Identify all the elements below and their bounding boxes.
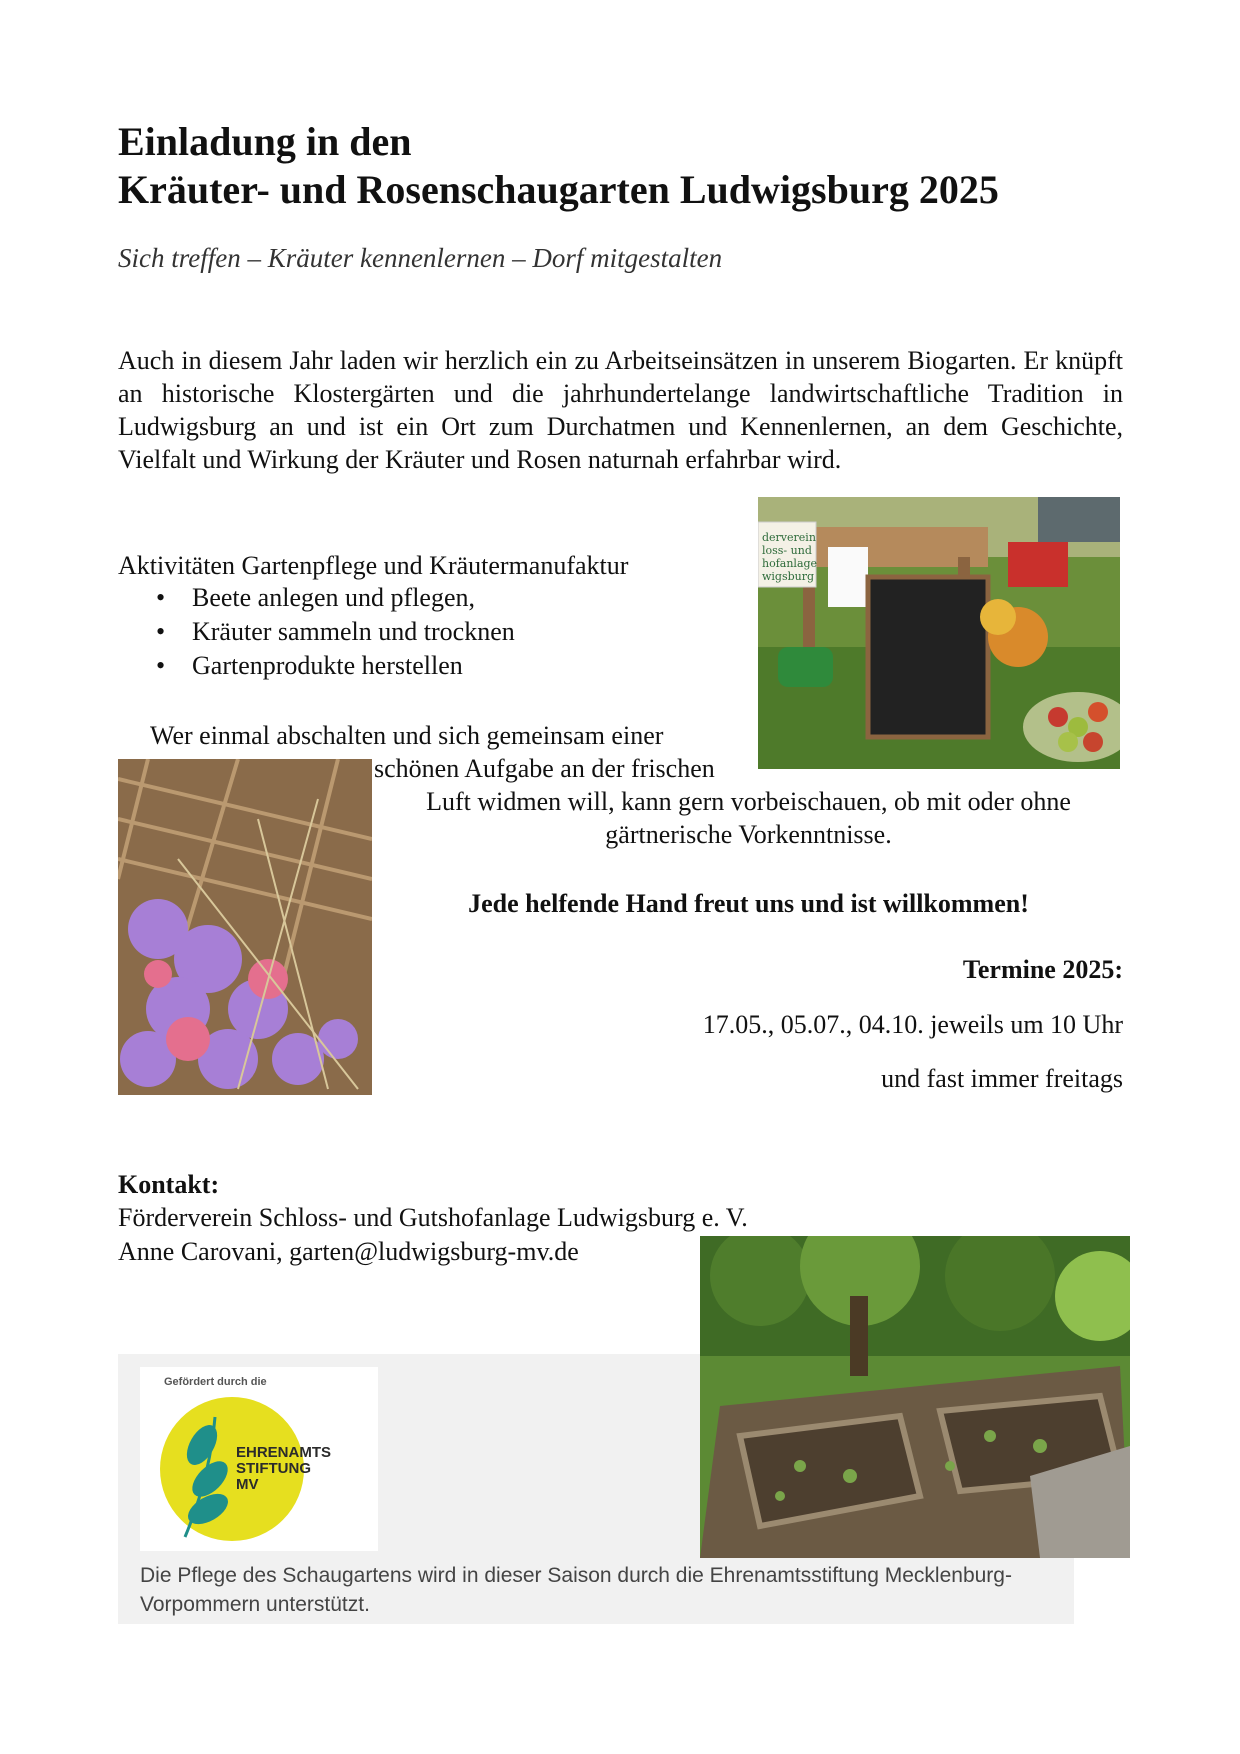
intro-paragraph: Auch in diesem Jahr laden wir herzlich ein zu Arbeitseinsätzen in unserem Biogarten. Er knüpft an historische Klostergärten und die jahrhundertelange landwirtschaftliche Tradition in Ludwigsburg an und ist ein Ort zum Durchatmen und Kennenlernen, an dem Geschichte, Vielfalt und Wirkung der Kräuter und Rosen naturnah erfahrbar wird.	[118, 346, 1123, 474]
banner-text-1: derverein	[762, 531, 816, 544]
invite-line-1: Wer einmal abschalten und sich gemeinsam einer	[150, 721, 664, 750]
logo-line-2: STIFTUNG	[236, 1460, 311, 1477]
title-line-2: Kräuter- und Rosenschaugarten Ludwigsburg 2025	[118, 167, 999, 212]
title-line-1: Einladung in den	[118, 119, 412, 164]
flower-basket-photo	[118, 759, 372, 1095]
subtitle: Sich treffen – Kräuter kennenlernen – Dorf mitgestalten	[118, 243, 723, 273]
ehrenamtsstiftung-logo	[140, 1367, 378, 1551]
logo-line-3: MV	[236, 1476, 259, 1493]
list-item: • Beete anlegen und pflegen,	[118, 581, 515, 615]
market-stand-photo	[758, 497, 1120, 769]
contact-heading: Kontakt:	[118, 1170, 220, 1199]
dates-line-2: und fast immer freitags	[881, 1064, 1123, 1093]
logo-line-1: EHRENAMTS	[236, 1444, 332, 1461]
invite-line-4: gärtnerische Vorkenntnisse.	[605, 820, 892, 849]
garden-beds-photo	[700, 1236, 1130, 1558]
list-item: • Gartenprodukte herstellen	[118, 649, 515, 683]
contact-person: Anne Carovani, garten@ludwigsburg-mv.de	[118, 1237, 579, 1266]
banner-text-2: loss- und	[762, 544, 812, 557]
banner-text-3: hofanlage	[762, 557, 818, 570]
funding-caption-line-2: Vorpommern unterstützt.	[140, 1593, 370, 1616]
banner-text-4: wigsburg	[762, 570, 815, 583]
page-title	[118, 118, 999, 214]
activities-list	[118, 581, 515, 683]
logo-top-text: Gefördert durch die	[164, 1376, 267, 1388]
dates-heading: Termine 2025:	[962, 955, 1123, 984]
invite-line-3: Luft widmen will, kann gern vorbeischauen, ob mit oder ohne	[426, 787, 1071, 816]
contact-org: Förderverein Schloss- und Gutshofanlage Ludwigsburg e. V.	[118, 1203, 748, 1232]
welcome-line: Jede helfende Hand freut uns und ist willkommen!	[468, 889, 1029, 918]
activities-heading: Aktivitäten Gartenpflege und Kräutermanufaktur	[118, 551, 629, 580]
invite-line-2: schönen Aufgabe an der frischen	[374, 754, 715, 783]
funding-caption-line-1: Die Pflege des Schaugartens wird in dieser Saison durch die Ehrenamtsstiftung Mecklenburg-	[140, 1564, 1012, 1587]
dates-line-1: 17.05., 05.07., 04.10. jeweils um 10 Uhr	[702, 1010, 1123, 1039]
list-item: • Kräuter sammeln und trocknen	[118, 615, 515, 649]
